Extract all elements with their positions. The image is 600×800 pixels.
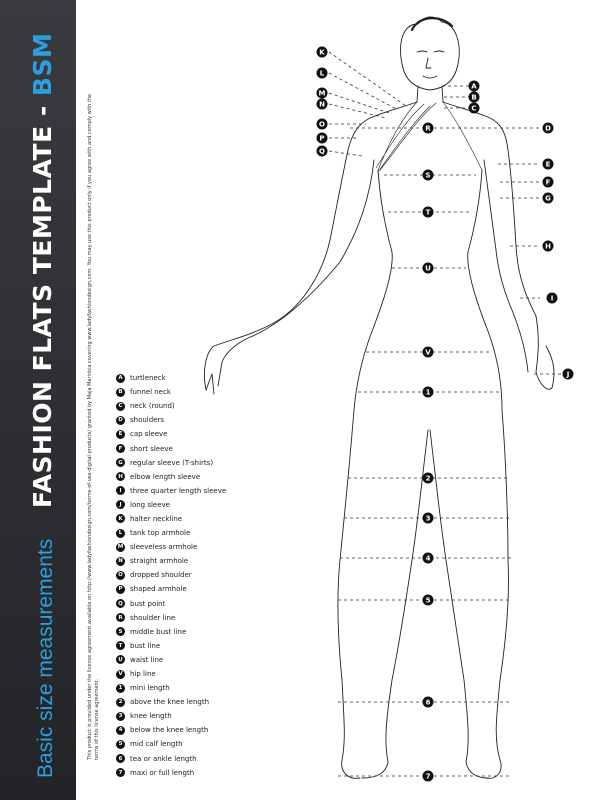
legend-label: shoulders [130,416,165,425]
marker-label: S [425,171,431,180]
legend-label: halter neckline [130,514,183,523]
legend-label: elbow length sleeve [130,472,201,481]
marker-I [547,293,558,304]
legend-label: three quarter length sleeve [130,486,227,495]
legend-label: tank top armhole [130,529,191,538]
license-line-2: terms of this license agreement. [94,678,100,760]
marker-G [543,193,554,204]
marker-B [469,92,480,103]
marker-label: R [425,124,431,133]
legend-key-badge: 2 [116,698,125,707]
marker-6 [423,697,434,708]
title-prefix: FASHION FLATS TEMPLATE - [28,96,57,508]
legend-key-badge: H [116,472,125,481]
legend-key-badge: T [116,641,125,650]
legend-key-badge: 3 [116,712,125,721]
marker-3 [423,513,434,524]
legend-label: shoulder line [130,613,176,622]
legend-key-badge: U [116,655,125,664]
marker-O [317,119,328,130]
legend-key-badge: R [116,613,125,622]
template-subtitle: Basic size measurements [34,538,57,778]
legend-key-badge: A [116,374,125,383]
marker-D [543,123,554,134]
legend-key-badge: O [116,571,125,580]
legend-key-badge: K [116,514,125,523]
legend-label: cap sleeve [130,430,168,439]
legend-key-badge: G [116,458,125,467]
measurement-guides [329,52,562,776]
marker-A [469,81,480,92]
marker-label: N [319,100,325,109]
marker-label: 4 [425,554,431,563]
marker-L [317,68,328,79]
legend-label: bust point [130,599,166,608]
marker-E [543,159,554,170]
legend-label: waist line [130,655,164,664]
marker-5 [423,595,434,606]
legend-key-badge: E [116,430,125,439]
marker-label: 7 [425,772,431,781]
marker-1 [423,387,434,398]
marker-P [317,133,328,144]
marker-label: E [545,160,551,169]
legend-key-badge: C [116,402,125,411]
marker-label: G [545,194,551,203]
marker-label: F [545,178,551,187]
marker-label: 1 [425,388,431,397]
marker-label: L [319,69,325,78]
marker-label: J [566,370,570,379]
marker-label: D [545,124,551,133]
marker-label: I [550,294,554,303]
legend-label: short sleeve [130,444,173,453]
legend-label: knee length [130,712,172,721]
legend-label: sleeveless armhole [130,543,198,552]
legend-key-badge: L [116,529,125,538]
marker-C [469,103,480,114]
legend-label: mini length [130,684,170,693]
marker-2 [423,473,434,484]
legend-label: turtleneck [130,374,166,383]
marker-H [543,241,554,252]
legend-label: shaped armhole [130,585,187,594]
legend-key-badge: P [116,585,125,594]
legend-label: funnel neck [130,388,171,397]
marker-label: 5 [425,596,431,605]
legend-label: dropped shoulder [130,571,192,580]
marker-label: A [471,82,477,91]
marker-F [543,177,554,188]
body-outline [204,17,554,778]
legend-key-badge: 1 [116,684,125,693]
marker-4 [423,553,434,564]
marker-label: H [545,242,551,251]
marker-label: B [471,93,477,102]
marker-label: V [425,348,431,357]
legend-label: neck (round) [130,402,175,411]
marker-label: M [318,89,326,98]
marker-K [317,47,328,58]
title-brand: BSM [28,32,57,97]
marker-U [423,263,434,274]
legend-key-badge: I [116,486,125,495]
marker-label: 3 [425,514,431,523]
legend-key-badge: M [117,544,124,551]
legend-label: straight armhole [130,557,189,566]
legend-label: maxi or full length [130,768,195,777]
legend-label: middle bust line [130,627,187,636]
legend-label: mid calf length [130,740,183,749]
marker-label: Q [319,147,325,156]
marker-R [423,123,434,134]
legend-key-badge: D [116,416,125,425]
legend-key-badge: 6 [116,754,125,763]
legend-label: regular sleeve (T-shirts) [130,458,214,467]
marker-label: K [319,48,325,57]
legend-label: bust line [130,641,161,650]
marker-label: C [471,104,477,113]
marker-J [563,369,574,380]
figure-markers [317,47,574,782]
marker-label: 6 [425,698,431,707]
legend-label: above the knee length [130,698,210,707]
legend-label: long sleeve [130,500,170,509]
marker-7 [423,771,434,782]
legend-label: hip line [130,670,156,679]
legend-key-badge: N [116,557,125,566]
marker-Q [317,146,328,157]
marker-label: P [319,134,325,143]
marker-label: U [425,264,431,273]
marker-T [423,207,434,218]
legend-key-badge: 7 [116,768,125,777]
legend-key-badge: 4 [116,726,125,735]
marker-S [423,170,434,181]
marker-N [317,99,328,110]
legend-key-badge: 5 [116,740,125,749]
legend-key-badge: Q [116,599,125,608]
legend-key-badge: B [116,388,125,397]
legend-key-badge: S [116,627,125,636]
legend-key-badge: J [116,500,125,509]
legend-label: tea or ankle length [130,754,197,763]
legend-label: below the knee length [130,726,209,735]
marker-label: T [425,208,431,217]
legend-key-badge: F [116,444,125,453]
marker-M [317,88,328,99]
license-line-1: This product is provided under the license agreement available on http://www.ladyfashiondesign.com/terms-of-use-digital-products/ granted by Maja Marinkia covering www.ladyfashiondesign.com. You may use this product only if you agree with and comply with the [87,93,93,760]
marker-label: 2 [425,474,431,483]
legend-key-badge: V [116,670,125,679]
marker-V [423,347,434,358]
marker-label: O [319,120,325,129]
